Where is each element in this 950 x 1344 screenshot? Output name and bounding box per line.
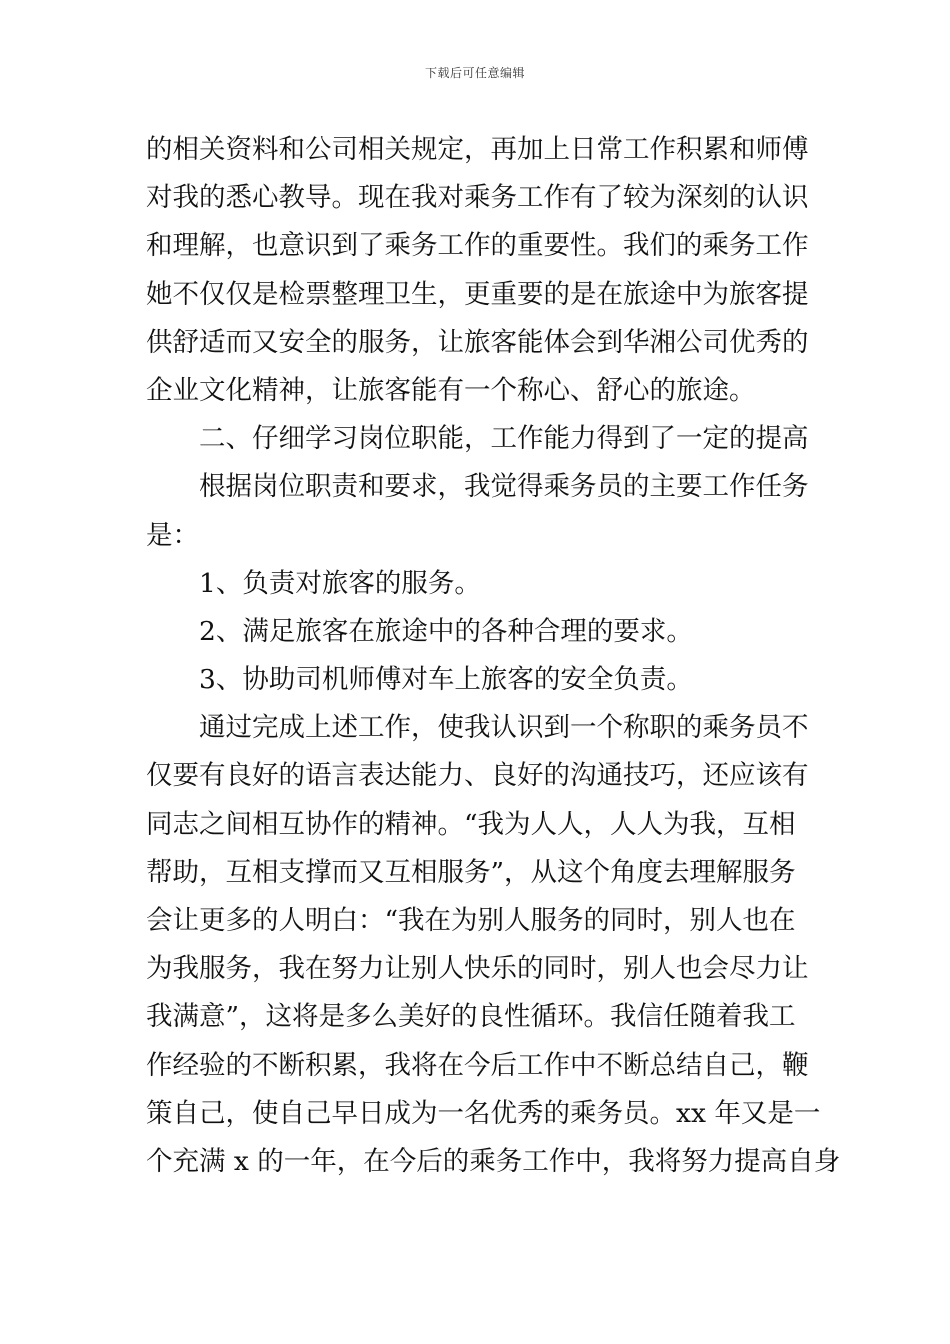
text-line: 和理解，也意识到了乘务工作的重要性。我们的乘务工作 [146, 230, 809, 262]
text-line: 帮助，互相支撑而又互相服务”，从这个角度去理解服务 [146, 856, 796, 888]
text-line: 同志之间相互协作的精神。“我为人人，人人为我，互相 [146, 808, 796, 840]
text-line: 仅要有良好的语言表达能力、良好的沟通技巧，还应该有 [146, 760, 809, 792]
text-line: 作经验的不断积累，我将在今后工作中不断总结自己，鞭 [146, 1049, 809, 1081]
text-line: 的相关资料和公司相关规定，再加上日常工作积累和师傅 [146, 134, 809, 165]
text-line: 策自己，使自己早日成为一名优秀的乘务员。xx 年又是一 [146, 1097, 821, 1129]
list-item: 2、满足旅客在旅途中的各种合理的要求。 [199, 615, 693, 647]
list-item: 1、负责对旅客的服务。 [199, 567, 481, 599]
list-item: 3、协助司机师傅对车上旅客的安全负责。 [199, 664, 693, 696]
text-line: 通过完成上述工作，使我认识到一个称职的乘务员不 [199, 712, 809, 744]
text-line: 会让更多的人明白：“我在为别人服务的同时，别人也在 [146, 905, 796, 936]
text-line: 供舒适而又安全的服务，让旅客能体会到华湘公司优秀的 [146, 326, 809, 358]
document-body [146, 126, 841, 1186]
text-line: 她不仅仅是检票整理卫生，更重要的是在旅途中为旅客提 [146, 278, 809, 310]
text-line: 对我的悉心教导。现在我对乘务工作有了较为深刻的认识 [146, 182, 809, 214]
text-line: 企业文化精神，让旅客能有一个称心、舒心的旅途。 [146, 374, 756, 406]
text-line: 我满意”，这将是多么美好的良性循环。我信任随着我工 [146, 1001, 796, 1033]
page-header: 下载后可任意编辑 [424, 66, 525, 80]
text-line: 是： [146, 519, 199, 551]
text-line: 根据岗位职责和要求，我觉得乘务员的主要工作任务 [199, 471, 809, 503]
text-line: 为我服务，我在努力让别人快乐的同时，别人也会尽力让 [146, 953, 809, 985]
text-line: 个充满 x 的一年，在今后的乘务工作中，我将努力提高自身 [146, 1145, 841, 1177]
section-heading: 二、仔细学习岗位职能，工作能力得到了一定的提高 [199, 423, 809, 455]
